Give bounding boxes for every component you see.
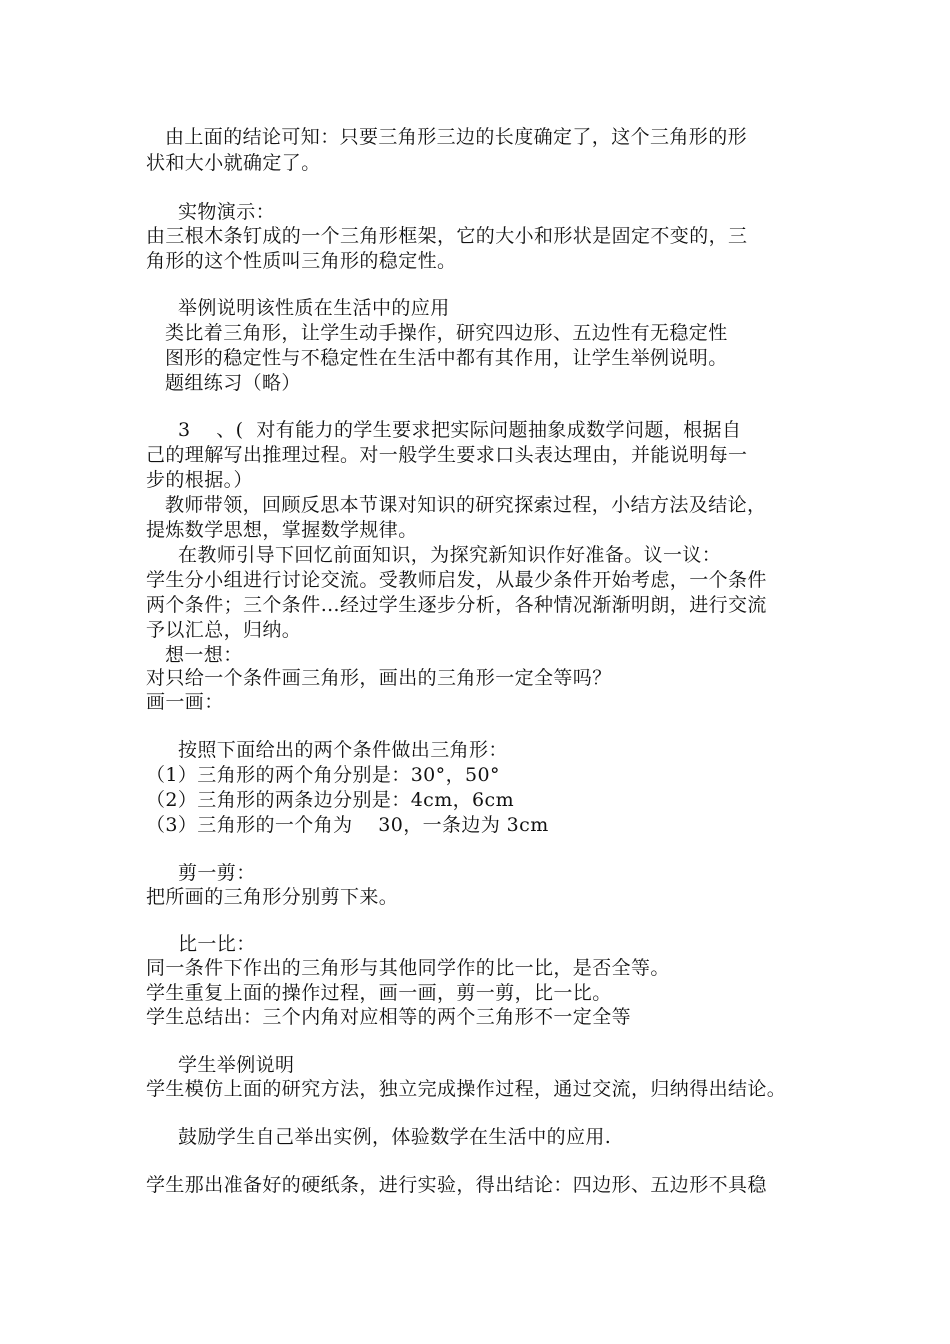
text-line: 予以汇总，归纳。 [146,619,302,641]
text-line: 比一比： [178,933,256,955]
text-line: 学生总结出：三个内角对应相等的两个三角形不一定全等 [146,1006,632,1028]
text-line: （2）三角形的两条边分别是：4cm，6cm [146,789,514,811]
text-line: 在教师引导下回忆前面知识，为探究新知识作好准备。议一议： [178,544,722,566]
text-line: 由三根木条钉成的一个三角形框架，它的大小和形状是固定不变的，三 [146,225,748,247]
text-line: 学生那出准备好的硬纸条，进行实验，得出结论：四边形、五边形不具稳 [146,1174,767,1196]
text-line: 步的根据。） [146,469,253,491]
text-line: 画一画： [146,691,224,713]
text-line: 实物演示： [178,201,276,223]
text-line: （3）三角形的一个角为 30，一条边为 3cm [146,814,549,836]
text-line: 学生分小组进行讨论交流。受教师启发，从最少条件开始考虑，一个条件 [146,569,767,591]
text-line: （1）三角形的两个角分别是：30°，50° [146,764,500,786]
text-line: 把所画的三角形分别剪下来。 [146,886,399,908]
text-line: 类比着三角形，让学生动手操作，研究四边形、五边性有无稳定性 [165,322,728,344]
text-line: 两个条件；三个条件…经过学生逐步分析，各种情况渐渐明朗，进行交流 [146,594,767,616]
text-line: 图形的稳定性与不稳定性在生活中都有其作用，让学生举例说明。 [165,347,728,369]
text-line: 提炼数学思想，掌握数学规律。 [146,519,418,541]
text-line: 教师带领，回顾反思本节课对知识的研究探索过程，小结方法及结论， [165,494,767,516]
text-line: 学生模仿上面的研究方法，独立完成操作过程，通过交流，归纳得出结论。 [146,1078,787,1100]
text-line: 由上面的结论可知：只要三角形三边的长度确定了，这个三角形的形 [165,126,748,148]
text-line: 同一条件下作出的三角形与其他同学作的比一比，是否全等。 [146,957,670,979]
text-line: 对只给一个条件画三角形，画出的三角形一定全等吗？ [146,667,612,689]
text-line: 己的理解写出推理过程。对一般学生要求口头表达理由，并能说明每一 [146,444,748,466]
text-line: 剪一剪： [178,862,256,884]
text-line: 举例说明该性质在生活中的应用 [178,297,450,319]
text-line: 鼓励学生自己举出实例，体验数学在生活中的应用. [178,1126,612,1148]
text-line: 学生重复上面的操作过程，画一画，剪一剪，比一比。 [146,982,612,1004]
text-line: 状和大小就确定了。 [146,152,321,174]
text-line: 3 、( 对有能力的学生要求把实际问题抽象成数学问题，根据自 [178,419,742,441]
text-line: 想一想： [165,644,243,666]
text-line: 角形的这个性质叫三角形的稳定性。 [146,250,457,272]
text-line: 学生举例说明 [178,1054,295,1076]
text-line: 题组练习（略） [165,372,301,394]
text-line: 按照下面给出的两个条件做出三角形： [178,739,508,761]
